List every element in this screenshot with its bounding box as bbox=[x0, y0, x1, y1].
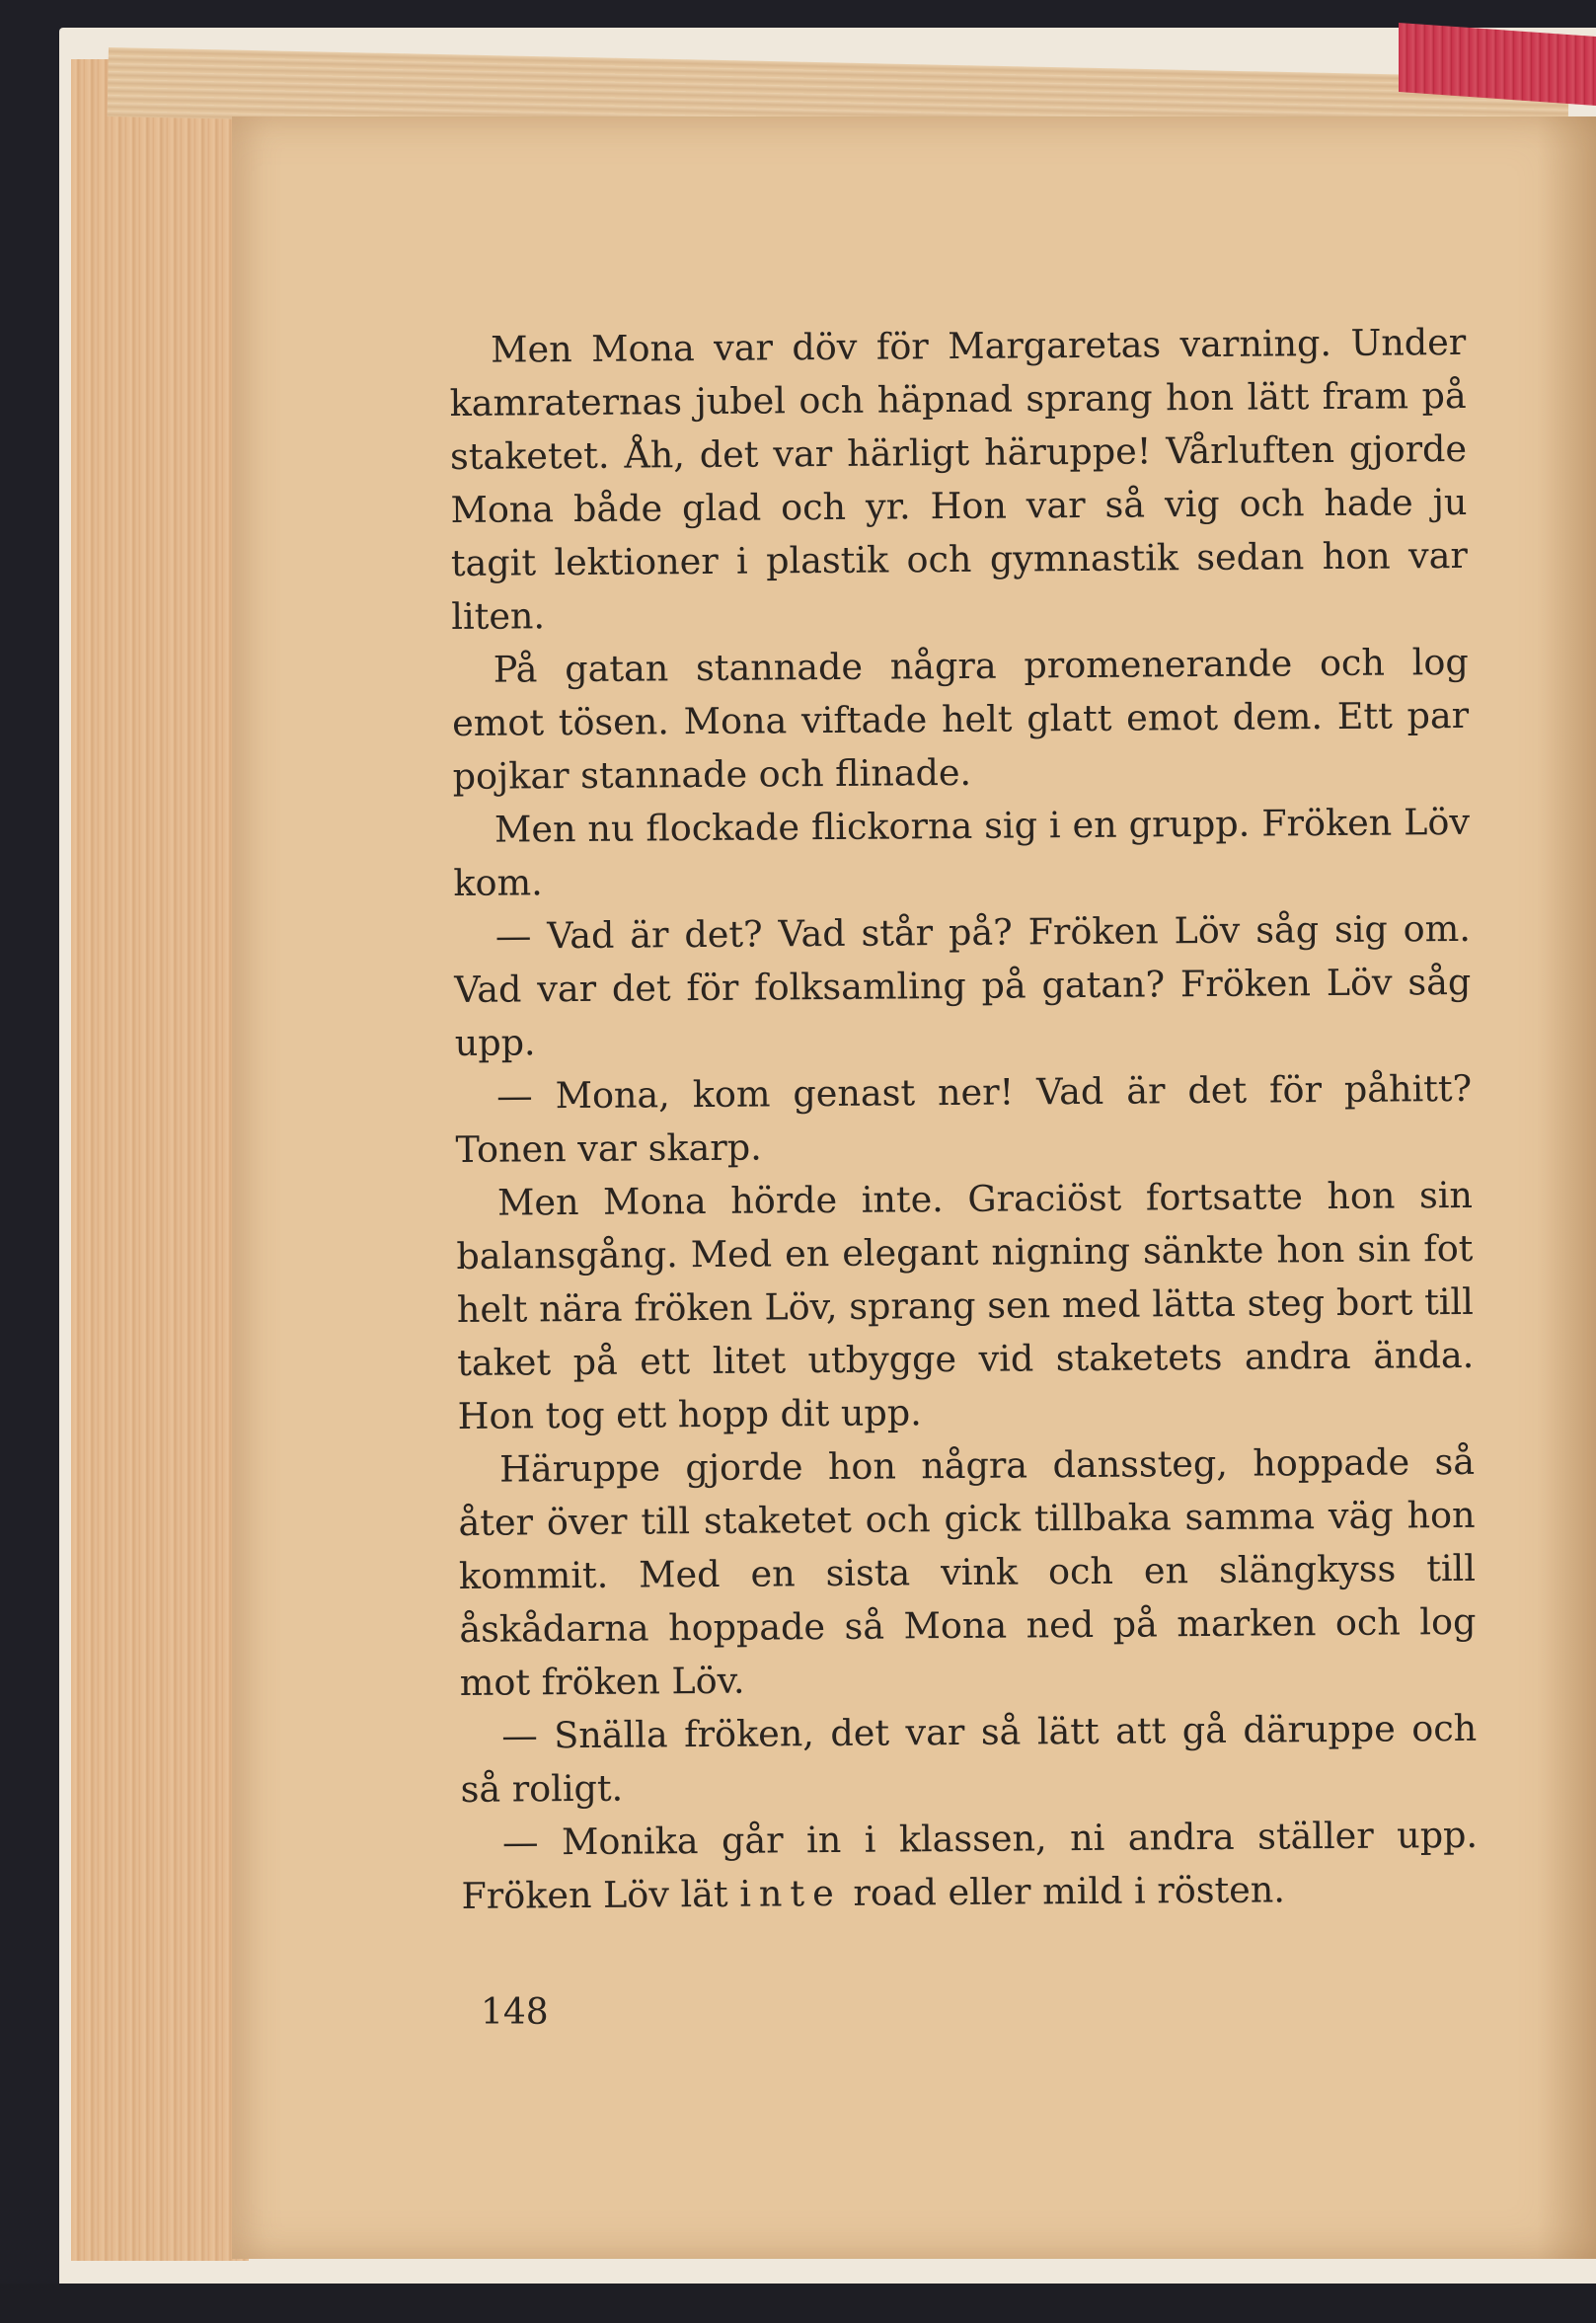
paragraph-7: Häruppe gjorde hon några danssteg, hoppade så åter över till staketet och gick tillbaka samma väg hon kommit. Med en sista vink och en slängkyss till åskådarna hoppade så Mona ned på marken och log mot fröken Löv. bbox=[458, 1439, 1477, 1704]
paragraph-3: Men nu flockade flickorna sig i en grupp. Fröken Löv kom. bbox=[453, 800, 1471, 904]
red-headband bbox=[1399, 23, 1596, 106]
paragraph-6: Men Mona hörde inte. Graciöst fortsatte hon sin balansgång. Med en elegant nigning sänkte hon sin fot helt nära fröken Löv, sprang sen med lätta steg bort till taket på ett litet utbygge vid staketets andra ända. Hon tog ett hopp dit upp. bbox=[456, 1173, 1475, 1437]
emphasized-word: inte bbox=[739, 1871, 842, 1915]
paragraph-8: — Snälla fröken, det var så lätt att gå däruppe och så roligt. bbox=[460, 1706, 1478, 1811]
paragraph-9 bbox=[461, 1809, 1479, 1923]
page-edges bbox=[71, 59, 249, 2261]
paragraph-9-start: — Monika går in i klassen, ni andra ställer upp. Fröken Löv lät bbox=[461, 1813, 1479, 1917]
background-shadow bbox=[0, 2284, 1596, 2323]
paragraph-5: — Mona, kom genast ner! Vad är det för påhitt? Tonen var skarp. bbox=[455, 1066, 1473, 1171]
page-number: 148 bbox=[481, 1992, 549, 2033]
body-text bbox=[449, 316, 1479, 1923]
book-page bbox=[232, 116, 1596, 2259]
paragraph-1: Men Mona var döv för Margaretas varning. Under kamraternas jubel och häpnad sprang hon lätt fram på staketet. Åh, det var härligt häruppe! Vårluften gjorde Mona både glad och yr. Hon var så vig och hade ju tagit lektioner i plastik och gymnastik sedan hon var liten. bbox=[449, 320, 1469, 638]
paragraph-9-end: road eller mild i rösten. bbox=[841, 1868, 1286, 1914]
paragraph-2: På gatan stannade några promenerande och log emot tösen. Mona viftade helt glatt emot dem. Ett par pojkar stannade och flinade. bbox=[452, 640, 1470, 798]
paragraph-4: — Vad är det? Vad står på? Fröken Löv såg sig om. Vad var det för folksamling på gatan? Fröken Löv såg upp. bbox=[454, 906, 1472, 1064]
